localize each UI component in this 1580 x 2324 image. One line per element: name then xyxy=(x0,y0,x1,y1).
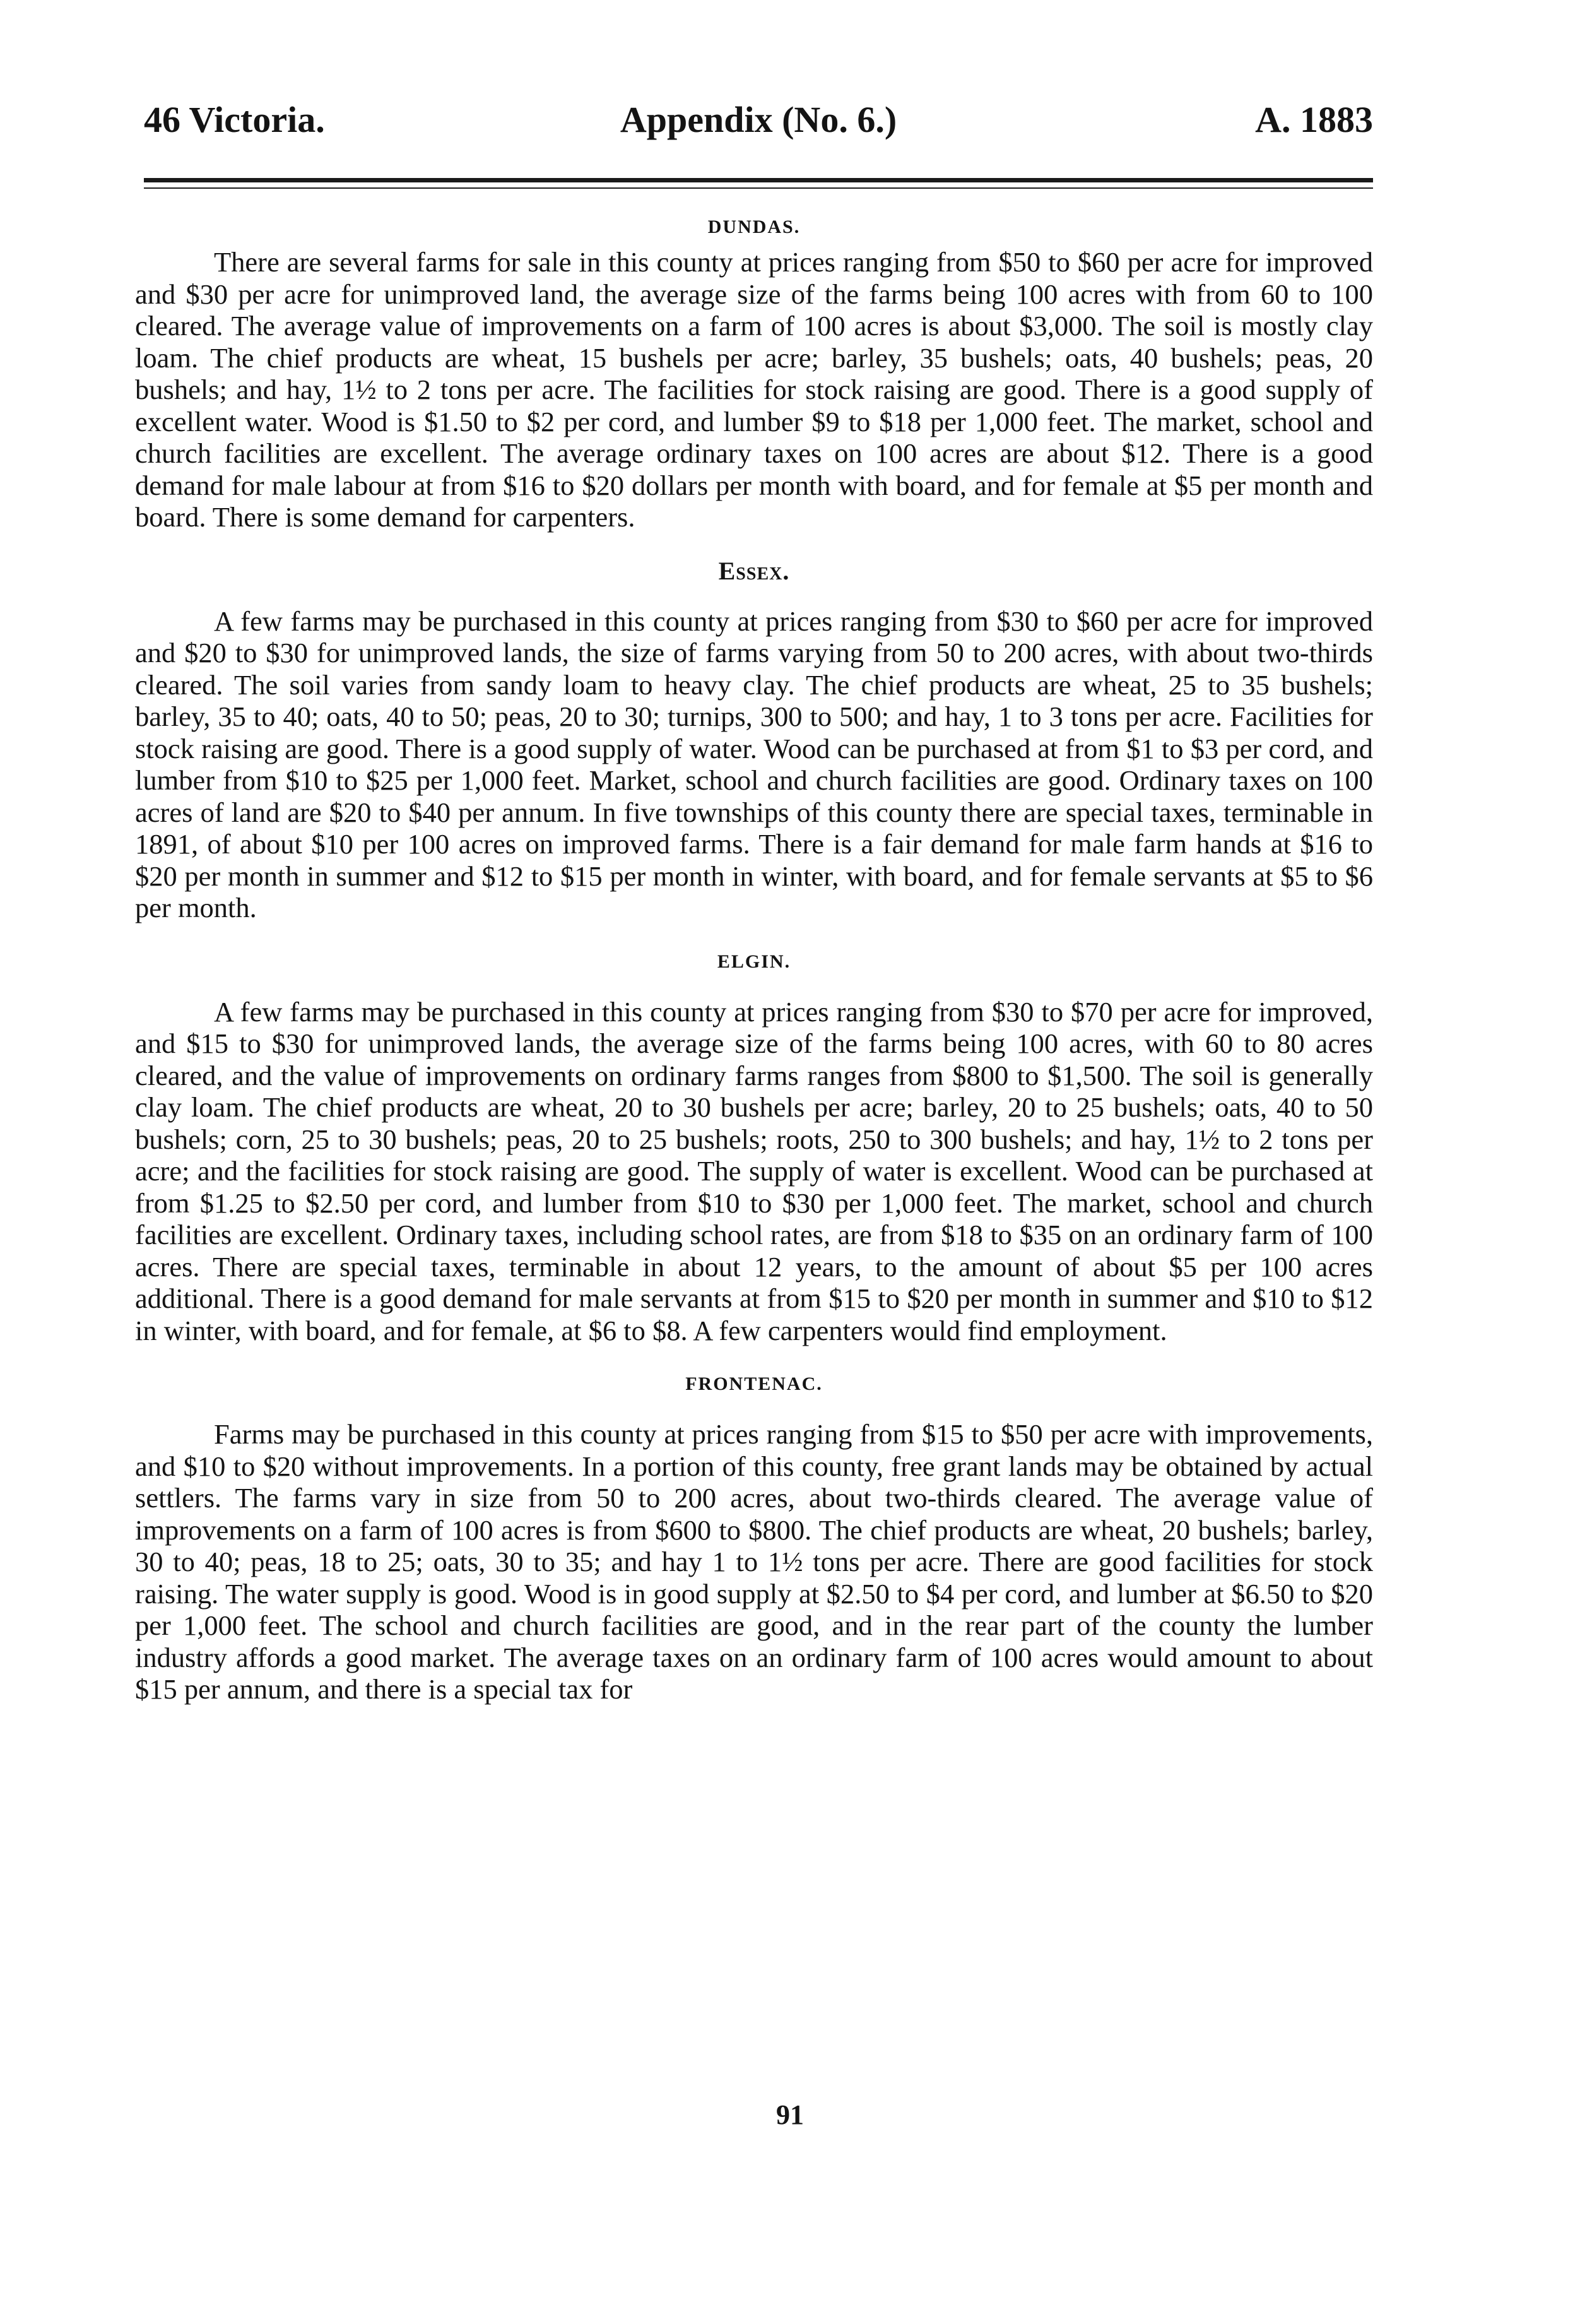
section-paragraph: Farms may be purchased in this county at prices ranging from $15 to $50 per acre with improvements, and $10 to $20 without improvements. In a portion of this county, free grant lands may be obtained by actual settlers. The farms vary in size from 50 to 200 acres, about two-thirds cleared. The average value of improvements on a farm of 100 acres is from $600 to $800. The chief products are wheat, 20 bushels; barley, 30 to 40; peas, 18 to 25; oats, 30 to 35; and hay 1 to 1½ tons per acre. There are good facilities for stock raising. The water supply is good. Wood is in good supply at $2.50 to $4 per cord, and lumber at $6.50 to $20 per 1,000 feet. The school and church facilities are good, and in the rear part of the county the lumber industry affords a good market. The average taxes on an ordinary farm of 100 acres would amount to about $15 per annum, and there is a special tax for xyxy=(135,1418,1373,1705)
header-appendix: Appendix (No. 6.) xyxy=(620,99,897,140)
header-rule-thin xyxy=(144,187,1373,189)
section-elgin xyxy=(135,943,1373,1347)
header-rule-thick xyxy=(144,178,1373,182)
section-heading: Essex. xyxy=(718,556,790,585)
page-body xyxy=(135,208,1373,1705)
section-essex xyxy=(135,552,1373,924)
header-session: 46 Victoria. xyxy=(144,99,325,140)
section-heading: ELGIN. xyxy=(717,951,791,972)
section-paragraph: There are several farms for sale in this county at prices ranging from $50 to $60 per acre for improved and $30 per acre for unimproved land, the average size of the farms being 100 acres with from 60 to 100 cleared. The average value of improvements on a farm of 100 acres is about $3,000. The soil is mostly clay loam. The chief products are wheat, 15 bushels per acre; barley, 35 bushels; oats, 40 bushels; peas, 20 bushels; and hay, 1½ to 2 tons per acre. The facilities for stock raising are good. There is a good supply of excellent water. Wood is $1.50 to $2 per cord, and lumber $9 to $18 per 1,000 feet. The market, school and church facilities are excellent. The average ordinary taxes on 100 acres are about $12. There is a good demand for male labour at from $16 to $20 dollars per month with board, and for female at $5 per month and board. There is some demand for carpenters. xyxy=(135,246,1373,533)
header-year: A. 1883 xyxy=(1255,99,1373,140)
running-head xyxy=(144,88,1373,151)
page-number: 91 xyxy=(776,2099,804,2130)
section-frontenac xyxy=(135,1365,1373,1705)
section-paragraph: A few farms may be purchased in this county at prices ranging from $30 to $70 per acre for improved, and $15 to $30 for unimproved lands, the average size of the farms being 100 acres, with 60 to 80 acres cleared, and the value of improvements on ordinary farms ranges from $800 to $1,500. The soil is generally clay loam. The chief products are wheat, 20 to 30 bushels per acre; barley, 20 to 25 bushels; oats, 40 to 50 bushels; corn, 25 to 30 bushels; peas, 20 to 25 bushels; roots, 250 to 300 bushels; and hay, 1½ to 2 tons per acre; and the facilities for stock raising are good. The supply of water is excellent. Wood can be purchased at from $1.25 to $2.50 per cord, and lumber from $10 to $30 per 1,000 feet. The market, school and church facilities are excellent. Ordinary taxes, including school rates, are from $18 to $35 on an ordinary farm of 100 acres. There are special taxes, terminable in about 12 years, to the amount of about $5 per 100 acres additional. There is a good demand for male servants at from $15 to $20 per month in summer and $10 to $12 in winter, with board, and for female, at $6 to $8. A few carpenters would find employment. xyxy=(135,995,1373,1346)
section-dundas xyxy=(135,208,1373,533)
section-paragraph: A few farms may be purchased in this county at prices ranging from $30 to $60 per acre for improved and $20 to $30 for unimproved lands, the size of farms varying from 50 to 200 acres, with about two-thirds cleared. The soil varies from sandy loam to heavy clay. The chief products are wheat, 25 to 35 bushels; barley, 35 to 40; oats, 40 to 50; peas, 20 to 30; turnips, 300 to 500; and hay, 1 to 3 tons per acre. Facilities for stock raising are good. There is a good supply of water. Wood can be purchased at from $1 to $3 per cord, and lumber from $10 to $25 per 1,000 feet. Market, school and church facilities are good. Ordinary taxes on 100 acres of land are $20 to $40 per annum. In five townships of this county there are special taxes, terminable in 1891, of about $10 per 100 acres on improved farms. There is a fair demand for male farm hands at $16 to $20 per month in summer and $12 to $15 per month in winter, with board, and for female servants at $5 to $6 per month. xyxy=(135,605,1373,923)
section-heading: DUNDAS. xyxy=(707,216,801,237)
section-heading: FRONTENAC. xyxy=(685,1373,823,1394)
